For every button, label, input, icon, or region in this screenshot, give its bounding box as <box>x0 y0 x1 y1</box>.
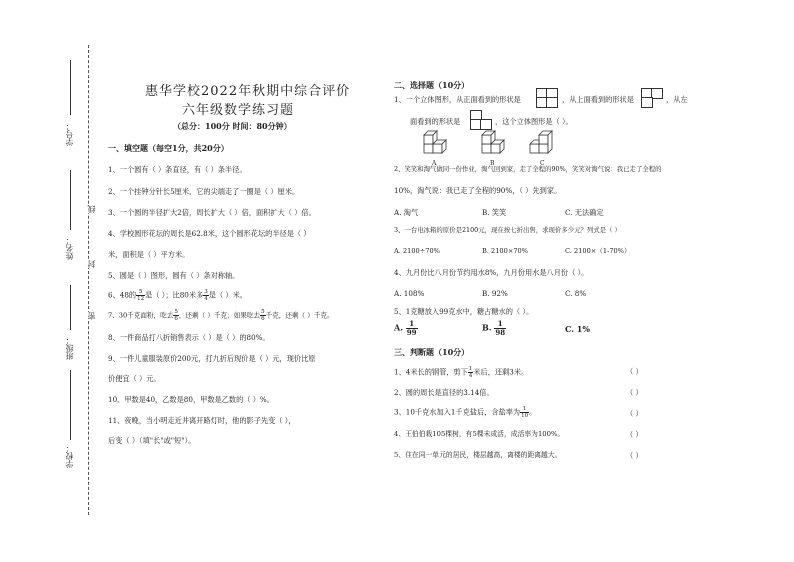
fill-item-11-cont: 后变（ ）（填"长"或"短"）。 <box>108 436 196 445</box>
seal-char-feng: 封 <box>87 260 96 268</box>
section-fill-heading: 一、填空题（每空1分，共20分） <box>108 143 229 153</box>
choice-q3-opt-a: A. 2100÷70% <box>394 247 440 255</box>
judge-item-4: 4、王伯伯栽105棵树，有5棵未成活，成活率为100%。 <box>394 430 565 438</box>
choice-q3-opt-b: B. 2100×70% <box>482 247 528 255</box>
choice-q3: 3、一台电冰箱的原价是2100元，现在按七折出售，求现价多少元？列式是（ ） <box>394 226 621 234</box>
name-label: 姓名： <box>65 236 74 260</box>
option-a-label: A <box>432 160 437 167</box>
choice-q5-opt-a: A. $\frac{1}{99}$ <box>394 319 417 337</box>
judge-bracket-1[interactable]: （ ） <box>626 367 643 376</box>
choice-q2-opt-c: C. 无法确定 <box>565 208 604 217</box>
exam-subject-title: 六年级数学练习题 <box>182 103 295 118</box>
choice-q2-cont: 10%，淘气说：我已走了全程的90%，（ ）先到家。 <box>394 186 562 195</box>
judge-bracket-2[interactable]: （ ） <box>626 388 643 397</box>
judge-bracket-5[interactable]: （ ） <box>626 451 643 460</box>
choice-q1-tail: ，从左 <box>666 95 688 104</box>
binding-dashed-line <box>88 45 89 515</box>
fill-item-5: 5、圆是（ ）图形，圆有（ ）条对称轴。 <box>108 271 240 280</box>
fraction-5-6b: $\frac{5}{6}$ <box>261 309 265 322</box>
solid-options-figure <box>420 130 560 162</box>
name-underline <box>70 170 71 230</box>
fraction-5-12: $\frac{5}{12}$ <box>137 289 145 302</box>
choice-q5: 5、1克糖放入99克水中，糖占糖水的（ ）。 <box>394 307 534 316</box>
judge-item-5: 5、住在同一单元的居民，楼层越高，离楼的距离越大。 <box>394 451 562 459</box>
choice-q5-opt-c: C. 1% <box>565 324 590 334</box>
fill-item-11: 11、夜晚，当小明走近并离开路灯时，他的影子先变（ ）， <box>108 416 296 425</box>
choice-q4: 4、九月份比八月份节约用水8%，九月份用水是八月份（ ）。 <box>394 268 589 277</box>
fraction-3-4: $\frac{3}{4}$ <box>204 289 208 302</box>
choice-q1-end: ，这个立体图形是（ ）。 <box>495 117 573 126</box>
section-choice-heading: 二、选择题（10分） <box>394 80 470 90</box>
fill-item-6: 6、48的 $\frac{5}{12}$ 是（ ）；比80米多 $\frac{3}{4}$ 是（ ）米。 <box>108 289 247 302</box>
fill-item-7: 7、30千克面粉，吃去 $\frac{5}{6}$ ，还剩（ ）千克；如果吃去 $\frac{5}{6}$ 千克，还剩（ ）千克。 <box>108 309 334 322</box>
choice-q5-opt-b: B. $\frac{1}{98}$ <box>482 319 506 337</box>
class-label: 班级： <box>65 336 74 360</box>
seal-char-xian: 线 <box>87 205 96 213</box>
section-judge-heading: 三、判断题（10分） <box>394 347 470 357</box>
option-b-label: B <box>490 160 495 167</box>
seal-char-mi: 密 <box>87 312 96 320</box>
fill-item-9-cont: 价便宜（ ）元。 <box>108 374 161 383</box>
school-label: 学校： <box>65 444 74 468</box>
judge-item-2: 2、圆的周长是直径的3.14倍。 <box>394 388 494 397</box>
fill-item-4: 4、学校圆形花坛的周长是62.8米，这个圆形花坛的半径是（ ） <box>108 229 311 238</box>
fill-item-8: 8、一件商品打八折销售表示（ ）是（ ）的80%。 <box>108 333 270 342</box>
school-underline <box>70 370 71 440</box>
option-c-label: C <box>540 160 545 167</box>
choice-q2-opt-a: A. 淘气 <box>394 208 419 217</box>
choice-q1-mid: ，从上面看到的形状是 <box>562 95 634 104</box>
choice-q1: 1、一个立体图形，从正面看到的形状是 <box>394 95 521 104</box>
fill-item-9: 9、一件儿童服装原价200元，打九折后现价是（ ）元，现价比原 <box>108 354 316 363</box>
choice-q2: 2、笑笑和淘气做同一份作业，淘气回到家，走了全程的90%，笑笑对淘气说：我已走了全程的 <box>394 165 662 173</box>
judge-bracket-3[interactable]: （ ） <box>626 409 643 418</box>
student-id-label: 学号： <box>65 122 74 146</box>
choice-q1-left: 面看到的形状是 <box>410 117 461 126</box>
fill-item-10: 10、甲数是40，乙数是80，甲数是乙数的（ ）%。 <box>108 395 274 404</box>
judge-item-1: 1、4米长的钢管，剪下 $\frac{1}{4}$ 米后，还剩3米。 <box>394 366 529 379</box>
choice-q4-opt-c: C. 8% <box>565 289 587 298</box>
class-underline <box>70 285 71 330</box>
choice-q3-opt-c: C. 2100×（1-70%） <box>565 247 631 255</box>
choice-q4-opt-a: A. 108% <box>394 289 425 298</box>
exam-title: 惠华学校2022年秋期中综合评价 <box>145 84 351 99</box>
judge-bracket-4[interactable]: （ ） <box>626 430 643 439</box>
fraction-5-6: $\frac{5}{6}$ <box>174 309 178 322</box>
fill-item-2: 2、一个挂钟分针长5厘米，它的尖端走了一圈是（ ）厘米。 <box>108 187 300 196</box>
choice-q4-opt-b: B. 92% <box>482 289 508 298</box>
fill-item-3: 3、一个圆的半径扩大2倍，周长扩大（ ）倍，面积扩大（ ）倍。 <box>108 208 316 217</box>
exam-score-time: （总分：100分 时间：80分钟） <box>173 121 292 131</box>
fill-item-4-cont: 米，面积是（ ）平方米。 <box>108 250 190 259</box>
judge-item-3: 3、10千克水加入1千克盐后，含盐率为 $\frac{1}{10}$ 。 <box>394 406 537 419</box>
choice-q2-opt-b: B. 笑笑 <box>482 208 507 217</box>
fill-item-1: 1、一个圆有（ ）条直径，有（ ）条半径。 <box>108 165 247 174</box>
student-id-underline <box>70 60 71 115</box>
